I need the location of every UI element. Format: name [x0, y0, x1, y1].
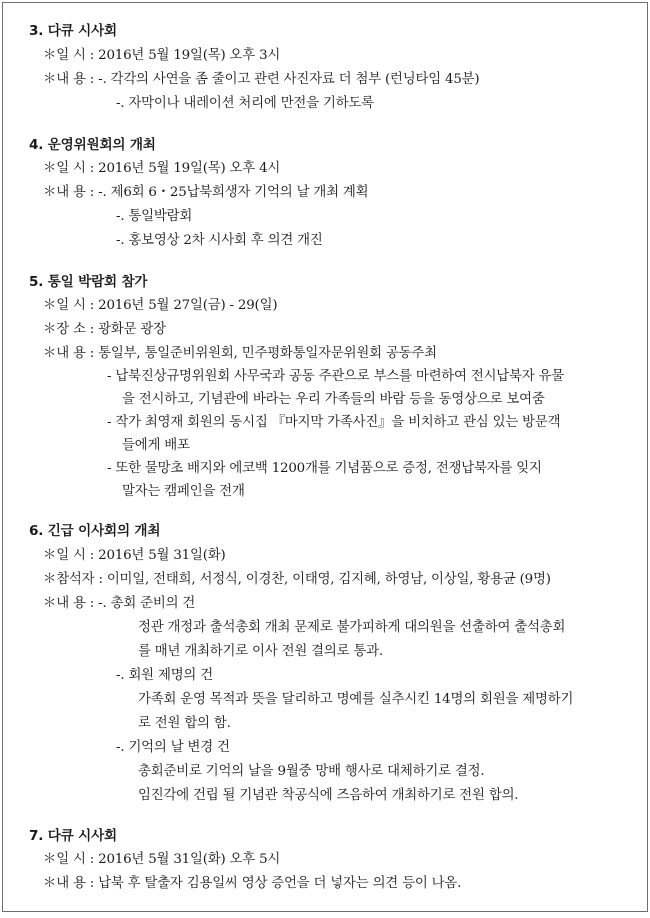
section-3-content: ＊내 용 : -. 각각의 사연을 좀 줄이고 관련 사진자료 더 첨부 (런닝타임 45분): [43, 72, 480, 87]
section-5-content: ＊내 용 : 통일부, 통일준비위원회, 민주평화통일자문위원회 공동주최: [43, 346, 437, 361]
section-7-title: 7. 다큐 시사회: [29, 828, 117, 844]
section-3-date: ＊일 시 : 2016년 5월 19일(목) 오후 3시: [43, 48, 281, 63]
section-6-title: 6. 긴급 이사회의 개최: [29, 523, 161, 539]
section-6-item-2-body-cont: 로 전원 합의 함.: [138, 716, 231, 731]
section-5-item-1: - 납북진상규명위원회 사무국과 공동 주관으로 부스를 마련하여 전시납북자 유물: [107, 369, 565, 384]
section-6-item-1-body-cont: 를 매년 개최하기로 이사 전원 결의로 통과.: [138, 644, 383, 659]
section-4-title: 4. 운영위원회의 개최: [29, 137, 156, 153]
section-6-content: ＊내 용 : -. 총회 준비의 건: [43, 596, 196, 611]
section-3-title: 3. 다큐 시사회: [29, 23, 117, 39]
section-6-item-2: -. 회원 제명의 건: [116, 668, 213, 683]
section-6-item-3-body-cont: 임진각에 건립 될 기념관 착공식에 즈음하여 개최하기로 전원 합의.: [138, 788, 519, 803]
section-5-item-2-cont: 들에게 배포: [122, 438, 190, 453]
section-4-content-2: -. 통일박람회: [116, 209, 193, 224]
section-5-date: ＊일 시 : 2016년 5월 27일(금) - 29(일): [43, 298, 278, 313]
section-6-date: ＊일 시 : 2016년 5월 31일(화): [43, 548, 226, 563]
section-5-item-2: - 작가 최영재 회원의 동시집 『마지막 가족사진』을 비치하고 관심 있는 방문객: [107, 415, 561, 430]
section-4-date: ＊일 시 : 2016년 5월 19일(목) 오후 4시: [43, 161, 281, 176]
section-7-date: ＊일 시 : 2016년 5월 31일(화) 오후 5시: [43, 852, 281, 867]
section-4-content-3: -. 홍보영상 2차 시사회 후 의견 개진: [116, 233, 323, 248]
section-6-item-3-body: 총회준비로 기억의 날을 9월중 망배 행사로 대체하기로 결정.: [138, 764, 485, 779]
section-5-title: 5. 통일 박람회 참가: [29, 274, 148, 290]
section-3-content-2: -. 자막이나 내레이션 처리에 만전을 기하도록: [116, 96, 374, 111]
section-5-item-3: - 또한 물망초 배지와 에코백 1200개를 기념품으로 증정, 전쟁납북자를 잊지: [107, 461, 542, 476]
section-6-attendees: ＊참석자 : 이미일, 전태희, 서정식, 이경찬, 이태영, 김지혜, 하영남, 이상일, 황용균 (9명): [43, 572, 551, 587]
section-6-item-3: -. 기억의 날 변경 건: [116, 740, 230, 755]
section-6-item-2-body: 가족회 운영 목적과 뜻을 달리하고 명예를 실추시킨 14명의 회원을 제명하기: [138, 692, 574, 707]
section-5-place: ＊장 소 : 광화문 광장: [43, 322, 166, 337]
section-5-item-1-cont: 을 전시하고, 기념관에 바라는 우리 가족들의 바람 등을 동영상으로 보여줌: [122, 392, 545, 407]
section-4-content: ＊내 용 : -. 제6회 6・25납북희생자 기억의 날 개최 계획: [43, 185, 369, 200]
section-7-content: ＊내 용 : 납북 후 탈출자 김용일씨 영상 증언을 더 넣자는 의견 등이 나옴.: [43, 876, 462, 891]
section-6-item-1-body: 정관 개정과 출석총회 개최 문제로 불가피하게 대의원을 선출하여 출석총회: [138, 620, 566, 635]
document-page: [2, 2, 648, 912]
section-5-item-3-cont: 말자는 캠페인을 전개: [122, 484, 245, 499]
